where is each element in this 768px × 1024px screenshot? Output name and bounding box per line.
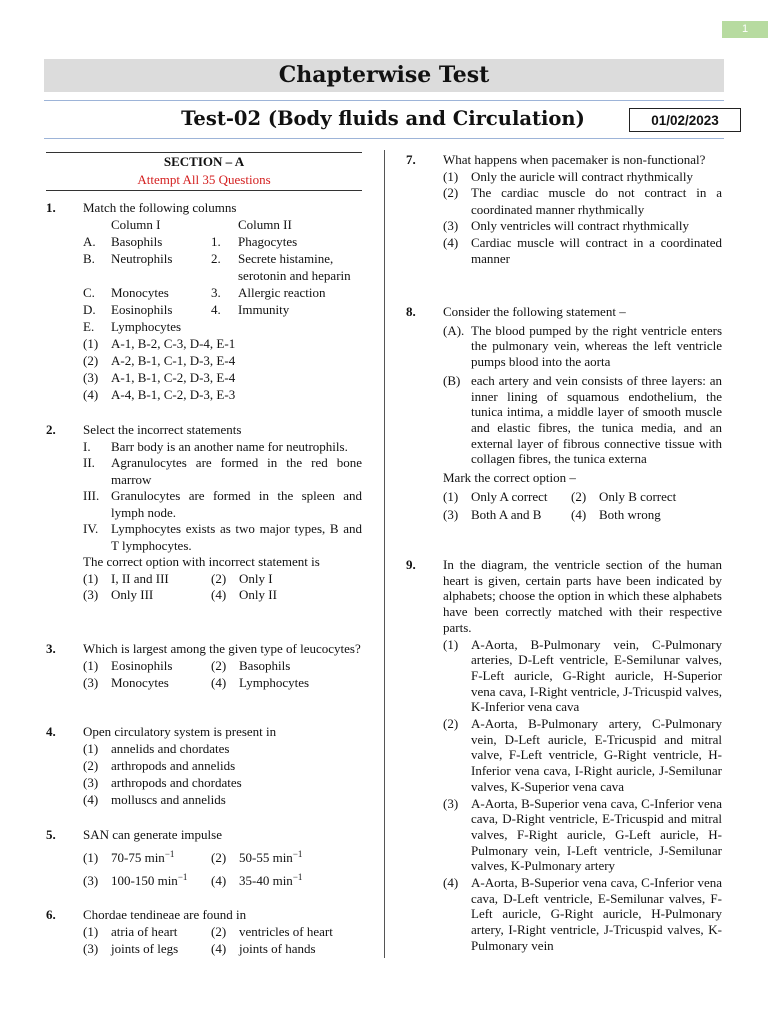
match-row: E. Lymphocytes — [83, 319, 182, 334]
option[interactable]: (2) Only B correct — [571, 488, 677, 504]
option[interactable]: (1) 70-75 min $^{-1}$ — [83, 849, 175, 865]
question-5 — [46, 826, 362, 889]
column-header: Column I — [111, 217, 161, 232]
match-row: C. Monocytes 3. Allergic reaction — [83, 285, 326, 300]
option[interactable]: (4) molluscs and annelids — [83, 792, 226, 807]
question-number: 7. — [406, 152, 416, 167]
option[interactable]: (2) The cardiac muscle do not contract in a coordinated manner rhythmically — [443, 185, 722, 217]
option[interactable]: (4) A-Aorta, B-Superior vena cava, C-Inferior vena cava, D-Left ventricle, E-Semilunar valves, F-Left auricle, G-Right auricle, H-Pulmonary artery, I-Right ventricle, J-Tricuspid valves, K-Pulmonary vein — [443, 875, 722, 953]
option[interactable]: (4) joints of hands — [211, 941, 316, 956]
question-number: 9. — [406, 557, 416, 572]
option[interactable]: (2) Only I — [211, 570, 273, 586]
option[interactable]: (1) A-1, B-2, C-3, D-4, E-1 — [83, 336, 236, 351]
question-prompt: The correct option with incorrect statement is — [83, 554, 320, 569]
divider — [44, 138, 724, 139]
question-3 — [46, 640, 362, 691]
option[interactable]: (2) A-2, B-1, C-1, D-3, E-4 — [83, 353, 236, 368]
option[interactable]: (3) 100-150 min $^{-1}$ — [83, 872, 188, 888]
statement: (B) each artery and vein consists of three layers: an inner lining of squamous endothelium, the tunica intima, a middle layer of smooth muscle and elastic fibres, the tunica media, and an external layer of fibrous connective tissue with collagen fibres, the tunica externa — [443, 372, 722, 467]
test-subtitle: Test-02 (Body fluids and Circulation) — [181, 107, 585, 130]
match-row: A. Basophils 1. Phagocytes — [83, 234, 298, 249]
question-text: Chordae tendineae are found in — [83, 907, 247, 922]
question-1 — [46, 199, 362, 403]
divider — [44, 100, 724, 101]
option[interactable]: (1) annelids and chordates — [83, 741, 230, 756]
option[interactable]: (2) arthropods and annelids — [83, 758, 236, 773]
question-6 — [46, 906, 362, 957]
divider — [46, 190, 362, 191]
question-number: 2. — [46, 422, 56, 437]
option[interactable]: (4) 35-40 min $^{-1}$ — [211, 872, 303, 888]
option[interactable]: (3) A-1, B-1, C-2, D-3, E-4 — [83, 370, 236, 385]
question-text: Select the incorrect statements — [83, 422, 242, 437]
statement: I. Barr body is an another name for neutrophils. — [83, 438, 348, 454]
option[interactable]: (2) Basophils — [211, 658, 291, 673]
question-number: 6. — [46, 907, 56, 922]
option[interactable]: (3) Only III — [83, 587, 154, 602]
option[interactable]: (1) Only A correct — [443, 488, 548, 504]
question-text: SAN can generate impulse — [83, 827, 222, 842]
match-row: B. Neutrophils 2. Secrete histamine, serotonin and heparin — [83, 251, 351, 283]
option[interactable]: (1) Only the auricle will contract rhythmically — [443, 168, 694, 184]
question-4 — [46, 723, 362, 808]
question-number: 5. — [46, 827, 56, 842]
option[interactable]: (3) Only ventricles will contract rhythmically — [443, 218, 690, 233]
question-text: In the diagram, the ventricle section of the human heart is given, certain parts have been indicated by alphabets; choose the option in which these alphabets have been correctly matched with their respective parts. — [443, 557, 722, 635]
question-text: Open circulatory system is present in — [83, 724, 277, 739]
column-header: Column II — [238, 217, 292, 232]
page-number: 1 — [722, 21, 768, 38]
question-text: What happens when pacemaker is non-functional? — [443, 152, 706, 167]
option[interactable]: (4) Both wrong — [571, 507, 661, 523]
question-number: 8. — [406, 304, 416, 319]
question-number: 1. — [46, 200, 56, 215]
question-text: Consider the following statement – — [443, 304, 626, 319]
question-prompt: Mark the correct option – — [443, 470, 576, 486]
option[interactable]: (2) A-Aorta, B-Pulmonary artery, C-Pulmonary vein, D-Left auricle, E-Tricuspid and mitral valve, F-Left ventricle, G-Right ventricle, H-Inferior vena cava, I-Right auricle, J-Semilunar valves, K-Superior vena cava — [443, 716, 722, 794]
option[interactable]: (3) Both A and B — [443, 507, 542, 523]
option[interactable]: (1) Eosinophils — [83, 658, 173, 673]
divider — [46, 152, 362, 153]
option[interactable]: (1) atria of heart — [83, 924, 178, 939]
question-text: Match the following columns — [83, 200, 237, 215]
option[interactable]: (3) Monocytes — [83, 675, 169, 690]
column-divider — [384, 150, 385, 958]
option[interactable]: (3) joints of legs — [83, 941, 179, 956]
match-row: D. Eosinophils 4. Immunity — [83, 302, 290, 317]
statement: (A). The blood pumped by the right ventricle enters the pulmonary vein, whereas the left ventricle pumps blood into the aorta — [443, 322, 722, 370]
option[interactable]: (2) ventricles of heart — [211, 924, 333, 939]
page-title: Chapterwise Test — [44, 59, 724, 92]
question-number: 3. — [46, 641, 56, 656]
option[interactable]: (1) I, II and III — [83, 570, 169, 586]
question-number: 4. — [46, 724, 56, 739]
option[interactable]: (3) A-Aorta, B-Superior vena cava, C-Inferior vena cava, D-Right ventricle, E-Tricuspid and mitral valves, F-Right auricle, G-Left auricle, H-Pulmonary vein, I-Left ventricle, J-Semilunar valves, K-Pulmonary artery — [443, 795, 722, 874]
question-9 — [406, 557, 722, 954]
option[interactable]: (1) A-Aorta, B-Pulmonary vein, C-Pulmonary arteries, D-Left ventricle, E-Semilunar valves, F-Left auricle, G-Right auricle, H-Superior vena cava, I-Right ventricle, J-Tricuspid valves, K-Inferior vena cava — [443, 636, 722, 715]
section-title: SECTION – A — [163, 154, 245, 169]
question-text: Which is largest among the given type of leucocytes? — [83, 641, 361, 656]
statement: IV. Lymphocytes exists as two major types, B and T lymphocytes. — [83, 521, 362, 553]
test-date: 01/02/2023 — [629, 108, 741, 132]
statement: II. Agranulocytes are formed in the red bone marrow — [83, 455, 362, 487]
option[interactable]: (3) arthropods and chordates — [83, 775, 242, 790]
option[interactable]: (4) A-4, B-1, C-2, D-3, E-3 — [83, 387, 236, 402]
option[interactable]: (4) Lymphocytes — [211, 675, 310, 690]
question-8 — [406, 304, 722, 523]
statement: III. Granulocytes are formed in the spleen and lymph node. — [83, 488, 362, 520]
option[interactable]: (4) Cardiac muscle will contract in a coordinated manner — [443, 234, 722, 266]
option[interactable]: (4) Only II — [211, 587, 277, 602]
question-2 — [46, 422, 362, 604]
option[interactable]: (2) 50-55 min $^{-1}$ — [211, 849, 303, 865]
section-instruction: Attempt All 35 Questions — [137, 172, 271, 187]
question-7 — [406, 152, 722, 268]
